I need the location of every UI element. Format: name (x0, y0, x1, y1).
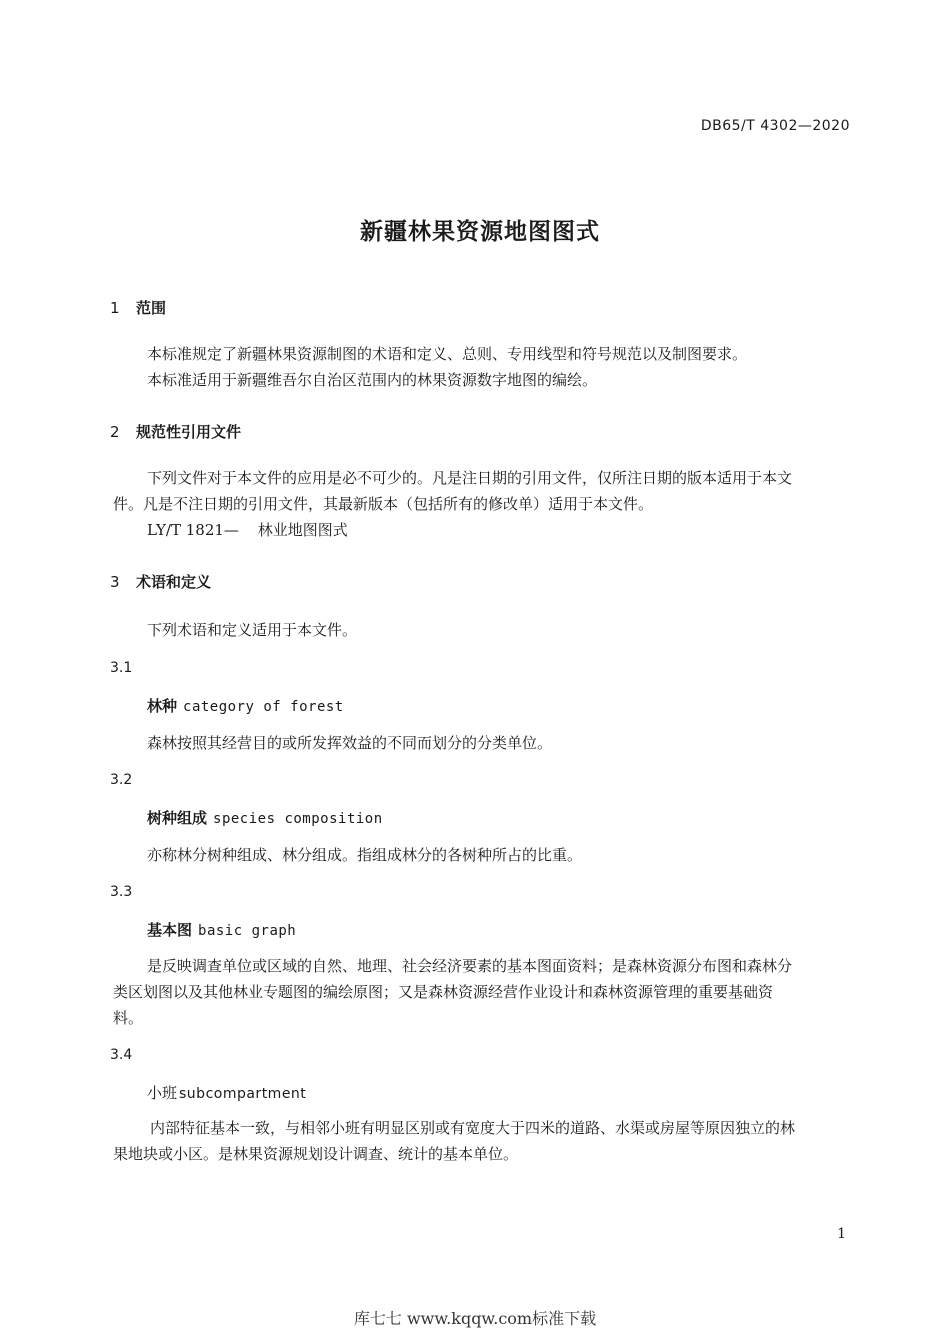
paragraph: 下列术语和定义适用于本文件。 (147, 621, 358, 639)
term-definition: 类区划图以及其他林业专题图的编绘原图；又是森林资源经营作业设计和森林资源管理的重要基础资 (113, 983, 774, 1001)
section-heading-scope (110, 297, 166, 318)
clause-number: 3.3 (110, 884, 133, 900)
section-title: 术语和定义 (136, 573, 212, 591)
term-definition: 亦称林分树种组成、林分组成。指组成林分的各树种所占的比重。 (147, 846, 583, 864)
clause-number: 3.4 (110, 1047, 133, 1063)
footer-watermark: 库七七 www.kqqw.com标准下载 (353, 1309, 597, 1328)
paragraph: 本标准规定了新疆林果资源制图的术语和定义、总则、专用线型和符号规范以及制图要求。 (147, 345, 748, 363)
term-entry (147, 919, 296, 940)
term-en: category of forest (183, 699, 344, 715)
paragraph: 下列文件对于本文件的应用是必不可少的。凡是注日期的引用文件，仅所注日期的版本适用于本文 (147, 469, 793, 487)
clause-number: 3.1 (110, 660, 133, 676)
page-number: 1 (837, 1226, 846, 1242)
section-number: 2 (110, 423, 120, 441)
section-title: 规范性引用文件 (136, 423, 242, 441)
section-number: 1 (110, 299, 120, 317)
term-en: subcompartment (179, 1086, 307, 1102)
standard-code: DB65/T 4302—2020 (700, 118, 850, 134)
paragraph: 件。凡是不注日期的引用文件，其最新版本（包括所有的修改单）适用于本文件。 (113, 495, 654, 513)
reference-code: LY/T 1821— (147, 521, 239, 539)
section-number: 3 (110, 573, 120, 591)
section-title: 范围 (136, 299, 167, 317)
term-entry (147, 695, 344, 716)
term-definition: 料。 (113, 1009, 144, 1027)
term-definition: 森林按照其经营目的或所发挥效益的不同而划分的分类单位。 (147, 734, 553, 752)
term-zh: 小班 (147, 1084, 178, 1102)
term-zh: 基本图 (147, 921, 193, 939)
section-heading-normative-references (110, 421, 241, 442)
reference-entry (147, 517, 348, 544)
term-definition: 果地块或小区。是林果资源规划设计调查、统计的基本单位。 (113, 1145, 519, 1163)
term-definition: 内部特征基本一致，与相邻小班有明显区别或有宽度大于四米的道路、水渠或房屋等原因独立的林 (150, 1119, 796, 1137)
document-title: 新疆林果资源地图图式 (360, 219, 600, 245)
paragraph: 本标准适用于新疆维吾尔自治区范围内的林果资源数字地图的编绘。 (147, 371, 598, 389)
term-en: basic graph (198, 923, 297, 939)
term-entry (147, 807, 383, 828)
section-heading-terms (110, 571, 211, 592)
clause-number: 3.2 (110, 772, 133, 788)
term-definition: 是反映调查单位或区域的自然、地理、社会经济要素的基本图面资料；是森林资源分布图和森林分 (147, 957, 793, 975)
term-en: species composition (213, 811, 383, 827)
term-zh: 林种 (147, 697, 178, 715)
reference-title: 林业地图图式 (257, 521, 348, 539)
term-entry (147, 1082, 306, 1103)
term-zh: 树种组成 (147, 809, 208, 827)
